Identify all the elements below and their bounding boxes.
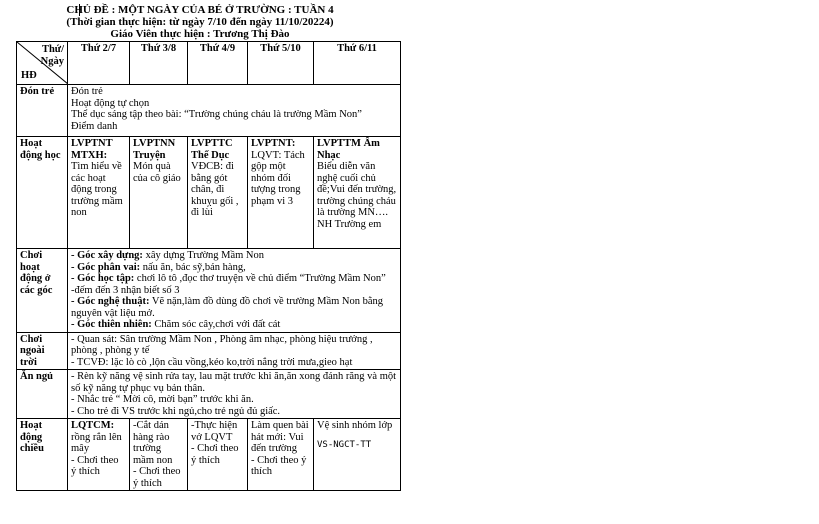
text-line: - Rèn kỹ năng vệ sinh rửa tay, lau mặt trước khi ăn,ăn xong đánh răng và một số kỹ năng tự phục vụ bản thân.: [71, 371, 397, 394]
corner-desc: nấu ăn, bác sỹ,bán hàng,: [140, 261, 246, 273]
schedule-cell: [248, 419, 314, 491]
activity-title: LVPTTC Thể Dục: [191, 138, 233, 161]
corner-top-label: Thứ/ Ngày: [40, 44, 64, 67]
day-header: Thứ 6/11: [314, 42, 401, 85]
day-header: Thứ 4/9: [188, 42, 248, 85]
row-hoat-dong-hoc: [17, 137, 401, 249]
an-ngu-content: [68, 370, 401, 419]
don-tre-content: [68, 85, 401, 137]
corner-name: - Góc học tập:: [71, 273, 135, 284]
corner-activity: [71, 319, 397, 331]
corner-activity: [71, 296, 397, 319]
activity-body: LQVT: Tách gộp một nhóm đối tượng trong phạm vi 3: [251, 149, 305, 207]
text-line: Đón trẻ: [71, 86, 103, 97]
text-line: Hoạt động tự chọn: [71, 97, 150, 109]
text-line: -Thực hiện vở LQVT: [191, 420, 238, 443]
choi-goc-content: [68, 249, 401, 333]
corner-name: - Góc xây dựng:: [71, 250, 143, 261]
schedule-cell: [314, 419, 401, 491]
activity-title: LVPTNT:: [251, 138, 296, 149]
row-label: Chơi ngoài trời: [17, 332, 68, 370]
corner-cell: [17, 42, 68, 85]
corner-bottom-label: HĐ: [21, 69, 37, 81]
corner-activity: [71, 273, 397, 296]
corner-desc: Vẽ nặn,làm đồ dùng đồ chơi về trường Mầm Non bằng nguyên vật liệu mở.: [71, 296, 384, 319]
day-header: Thứ 3/8: [130, 42, 188, 85]
text-line: - Chơi theo ý thích: [191, 443, 239, 466]
text-line: - Chơi theo ý thích: [251, 454, 307, 477]
row-label: Đón trẻ: [17, 85, 68, 137]
row-don-tre: [17, 85, 401, 137]
time-range: (Thời gian thực hiện: từ ngày 7/10 đến ngày 11/10/20224): [66, 16, 334, 28]
schedule-cell: [130, 419, 188, 491]
corner-desc: Chăm sóc cây,chơi với đất cát: [151, 319, 281, 330]
text-line: - Cho trẻ đi VS trước khi ngủ,cho trẻ ngủ đủ giấc.: [71, 405, 281, 417]
activity-body: Tìm hiểu về các hoạt động trong trường mầm non: [71, 161, 123, 218]
schedule-cell: [68, 137, 130, 249]
row-choi-ngoai-troi: [17, 332, 401, 370]
activity-body: Món quà của cô giáo: [133, 161, 181, 184]
row-label: Hoạt động học: [17, 137, 68, 249]
text-line: - Chơi theo ý thích: [71, 454, 119, 477]
text-line: Vệ sinh nhóm lớp: [317, 420, 393, 431]
teacher-name: Giáo Viên thực hiện : Trương Thị Đào: [110, 28, 290, 40]
activity-title: LQTCM:: [71, 420, 115, 431]
corner-name: - Góc nghệ thuật:: [71, 296, 150, 307]
text-line: Điểm danh: [71, 120, 118, 132]
text-line: rồng rắn lên mây: [71, 431, 122, 454]
text-line: - Quan sát: Sân trường Mầm Non , Phòng âm nhạc, phòng hiệu trưởng , phòng , phòng y tế: [71, 333, 373, 356]
schedule-cell: [130, 137, 188, 249]
day-header: Thứ 5/10: [248, 42, 314, 85]
corner-desc: xây dựng Trường Mầm Non: [142, 250, 265, 261]
day-header: Thứ 2/7: [68, 42, 130, 85]
text-line: VS-NGCT-TT: [317, 439, 372, 450]
corner-name: - Góc phân vai:: [71, 261, 141, 273]
document-header: [0, 4, 400, 40]
choi-ngoai-troi-content: [68, 332, 401, 370]
corner-desc: chơi lô tô ,đọc thơ truyện về chủ điểm “Trường Mầm Non” -đếm đến 3 nhận biết số 3: [71, 273, 386, 296]
activity-title: LVPTTM Âm Nhạc: [317, 138, 380, 161]
text-line: - Nhắc trẻ “ Mời cô, mời bạn” trước khi ăn.: [71, 394, 254, 405]
schedule-cell: [188, 137, 248, 249]
schedule-cell: [248, 137, 314, 249]
table-header-row: [17, 42, 401, 85]
row-label: Hoạt động chiều: [17, 419, 68, 491]
corner-name: - Góc thiên nhiên:: [71, 319, 152, 330]
text-line: - Chơi theo ý thích: [133, 466, 181, 489]
row-label: Ăn ngủ: [17, 370, 68, 419]
corner-activity: [71, 262, 397, 274]
row-choi-goc: [17, 249, 401, 333]
activity-body: Biểu diễn văn nghệ cuối chủ đề;Vui đến trường, trường chúng cháu là trường MN…. NH Trường em: [317, 161, 397, 230]
activity-title: LVPTNT MTXH:: [71, 138, 113, 161]
text-line: Làm quen bài hát mới: Vui đến trường: [251, 420, 309, 454]
weekly-schedule-table: [16, 41, 401, 491]
row-label: Chơi hoạt động ở các góc: [17, 249, 68, 333]
activity-title: LVPTNN Truyện: [133, 138, 176, 161]
schedule-cell: [188, 419, 248, 491]
spacer: [317, 432, 397, 440]
text-line: -Cắt dán hàng rào trường mầm non: [133, 420, 173, 466]
schedule-cell: [314, 137, 401, 249]
row-an-ngu: [17, 370, 401, 419]
activity-body: VĐCB: đi bằng gót chân, đi khuỵu gối , đi lùi: [191, 161, 239, 218]
text-line: Thể dục sáng tập theo bài: “Trường chúng cháu là trường Mầm Non”: [71, 109, 362, 120]
theme-title: CHỦ ĐỀ : MỘT NGÀY CỦA BÉ Ở TRƯỜNG : TUẦN 4: [0, 4, 400, 16]
text-line: - TCVĐ: lặc lò cò ,lộn cầu vồng,kéo ko,trời nắng trời mưa,gieo hạt: [71, 356, 353, 368]
row-hoat-dong-chieu: [17, 419, 401, 491]
schedule-cell: [68, 419, 130, 491]
corner-activity: [71, 250, 397, 262]
